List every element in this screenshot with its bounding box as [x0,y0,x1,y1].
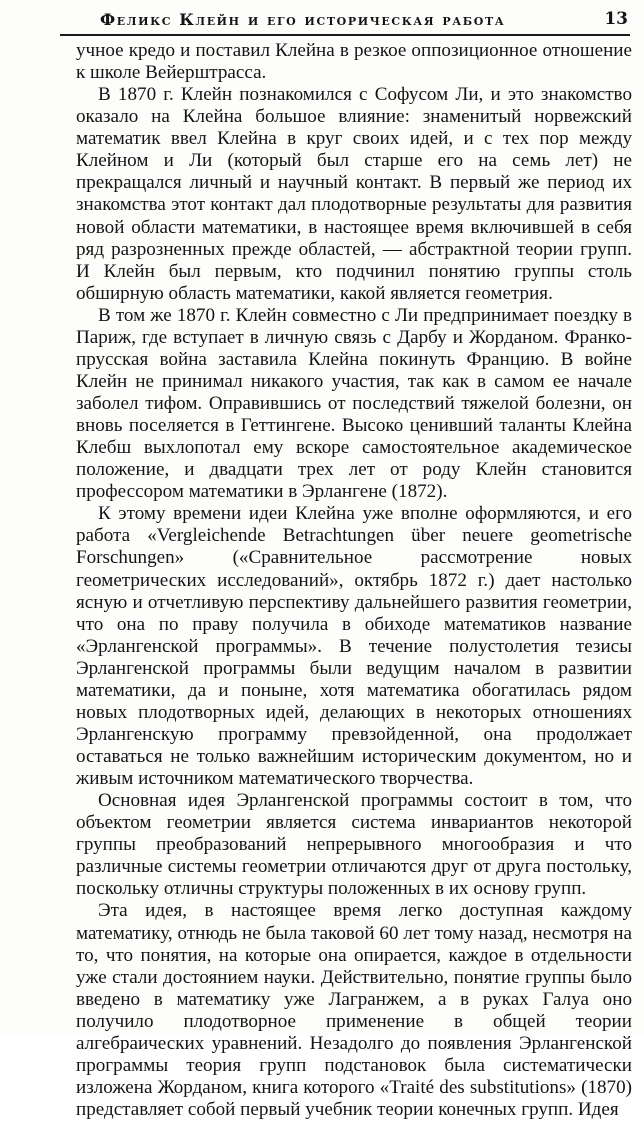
body-text [76,40,632,1121]
paragraph-5: Основная идея Эрлангенской программы состоит в том, что объектом геометрии является система инвариантов некоторой группы преобразований непрерывного многообразия и что различные системы геометрии отличаются друг от друга постольку, поскольку отличны структуры положенных в их основу групп. [76,790,632,900]
paragraph-4: К этому времени идеи Клейна уже вполне оформляются, и его работа «Vergleichende Betrachtungen über neuere geometrische Forschungen» («Сравнительное рассмотрение новых геометрических исследований», октябрь 1872 г.) дает настолько ясную и отчетливую перспективу дальнейшего развития геометрии, что она по праву получила в обиходе математиков название «Эрлангенской программы». В течение полустолетия тезисы Эрлангенской программы были ведущим началом в развитии математики, да и поныне, хотя математика обогатилась рядом новых плодотворных идей, делающих в некоторых отношениях Эрлангенскую программу превзойденной, она продолжает оставаться не только важнейшим историческим документом, но и живым источником математического творчества. [76,503,632,790]
paragraph-3: В том же 1870 г. Клейн совместно с Ли предпринимает поездку в Париж, где вступает в личную связь с Дарбу и Жорданом. Франко-прусская война заставила Клейна покинуть Францию. В войне Клейн не принимал никакого участия, так как в самом ее начале заболел тифом. Оправившись от последствий тяжелой болезни, он вновь поселяется в Геттингене. Высоко ценивший таланты Клейна Клебш выхлопотал ему вскоре самостоятельное академическое положение, и двадцати трех лет от роду Клейн становится профессором математики в Эрлангене (1872). [76,304,632,503]
paragraph-6: Эта идея, в настоящее время легко доступная каждому математику, отнюдь не была таковой 60 лет тому назад, несмотря на то, что понятия, на которые она опирается, каждое в отдельности уже стали достоянием науки. Действительно, понятие группы было введено в математику уже Лагранжем, а в руках Галуа оно получило плодотворное применение в общей теории алгебраических уравнений. Незадолго до появления Эрлангенской программы теория групп подстановок была систематически изложена Жорданом, книга которого «Traité des substitutions» (1870) представляет собой первый учебник теории конечных групп. Идея [76,900,632,1120]
page-number: 13 [604,9,628,29]
running-title: Феликс Клейн и его историческая работа [100,10,506,29]
page-header [60,6,630,36]
paragraph-1: учное кредо и поставил Клейна в резкое оппозиционное отношение к школе Вейерштрасса. [76,40,632,84]
paragraph-2: В 1870 г. Клейн познакомился с Софусом Ли, и это знакомство оказало на Клейна большое влияние: знаменитый норвежский математик ввел Клейна в круг своих идей, и с тех пор между Клейном и Ли (который был старше его на семь лет) не прекращался личный и научный контакт. В первый же период их знакомства этот контакт дал плодотворные результаты для развития новой области математики, в настоящее время включившей в себя ряд разрозненных прежде областей, — абстрактной теории групп. И Клейн был первым, кто подчинил понятию группы столь обширную область математики, какой является геометрия. [76,84,632,304]
